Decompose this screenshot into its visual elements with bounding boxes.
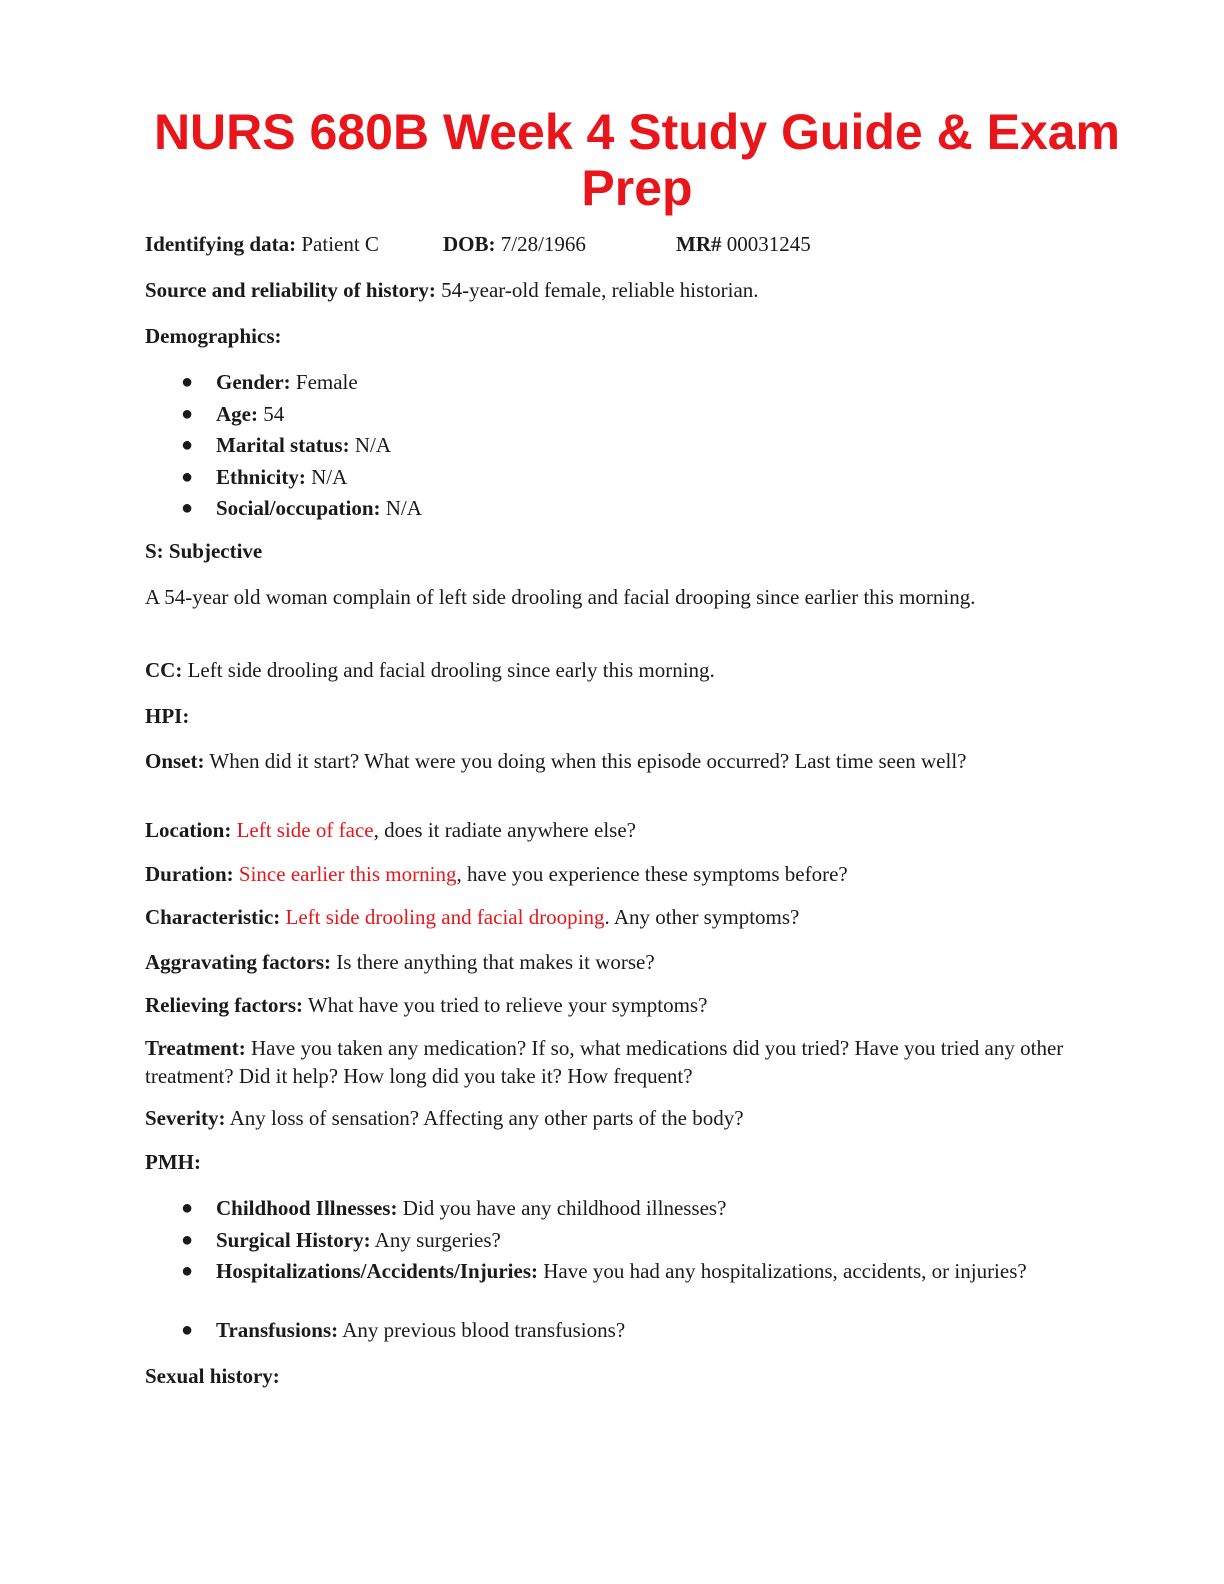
duration-highlight: Since earlier this morning xyxy=(238,862,457,886)
hpi-heading xyxy=(145,702,1065,730)
pmh-list xyxy=(145,1194,1065,1348)
identifying-data-label: Identifying data: xyxy=(145,232,297,256)
list-item xyxy=(145,1226,1065,1258)
duration-label: Duration: xyxy=(145,862,234,886)
item-label: Social/occupation: xyxy=(216,496,381,520)
hpi-duration xyxy=(145,860,1065,888)
characteristic-label: Characteristic: xyxy=(145,905,281,929)
item-value: N/A xyxy=(385,496,422,520)
hpi-relieving xyxy=(145,991,1065,1019)
onset-label: Onset: xyxy=(145,749,205,773)
item-label: Marital status: xyxy=(216,433,350,457)
bullet-icon: ● xyxy=(181,465,194,488)
treatment-label: Treatment: xyxy=(145,1036,246,1060)
bullet-icon: ● xyxy=(181,1319,194,1341)
location-highlight: Left side of face xyxy=(236,818,374,842)
bullet-icon: ● xyxy=(181,371,194,393)
list-item xyxy=(145,1257,1065,1316)
bullet-icon: ● xyxy=(181,497,194,519)
list-item xyxy=(145,431,1065,463)
item-value: N/A xyxy=(311,464,348,489)
characteristic-highlight: Left side drooling and facial drooping xyxy=(285,905,605,929)
characteristic-value: . Any other symptoms? xyxy=(604,905,800,929)
hpi-characteristic xyxy=(145,903,1065,931)
severity-label: Severity: xyxy=(145,1106,226,1130)
item-value: 54 xyxy=(263,401,285,426)
identifying-data-line xyxy=(145,230,1065,258)
demographics-list xyxy=(145,368,1065,526)
list-item xyxy=(145,1316,1065,1348)
aggravating-value: Is there anything that makes it worse? xyxy=(336,950,655,974)
item-value: Have you had any hospitalizations, accidents, or injuries? xyxy=(543,1259,1027,1283)
dob-label: DOB: xyxy=(443,232,496,256)
item-label: Gender: xyxy=(216,370,291,394)
item-value: Any previous blood transfusions? xyxy=(342,1318,626,1342)
cc-label: CC: xyxy=(145,658,183,682)
relieving-value: What have you tried to relieve your symptoms? xyxy=(307,993,708,1017)
item-label: Age: xyxy=(216,401,258,426)
list-item xyxy=(145,368,1065,400)
relieving-label: Relieving factors: xyxy=(145,993,304,1017)
hpi-location xyxy=(145,816,1065,844)
sexual-history-heading xyxy=(145,1362,1065,1390)
location-label: Location: xyxy=(145,818,232,842)
sexual-history-heading-text: Sexual history: xyxy=(145,1364,280,1388)
source-reliability xyxy=(145,276,1065,304)
source-value: 54-year-old female, reliable historian. xyxy=(441,278,759,302)
list-item xyxy=(145,400,1065,432)
item-label: Surgical History: xyxy=(216,1227,371,1252)
bullet-icon: ● xyxy=(181,1260,194,1282)
pmh-heading-text: PMH: xyxy=(145,1150,201,1174)
list-item xyxy=(145,1194,1065,1226)
hpi-heading-text: HPI: xyxy=(145,704,190,728)
source-label: Source and reliability of history: xyxy=(145,278,436,302)
hpi-severity xyxy=(145,1104,1065,1132)
cc-value: Left side drooling and facial drooling since early this morning. xyxy=(187,658,715,682)
chief-complaint xyxy=(145,656,1065,684)
dob-value: 7/28/1966 xyxy=(500,232,586,256)
treatment-value: Have you taken any medication? If so, what medications did you tried? Have you tried any other treatment? Did it help? How long did you take it? How frequent? xyxy=(145,1036,1064,1088)
item-value: Female xyxy=(295,370,358,394)
bullet-icon: ● xyxy=(181,434,194,456)
subjective-text: A 54-year old woman complain of left side drooling and facial drooping since earlier this morning. xyxy=(145,585,976,609)
duration-value: , have you experience these symptoms before? xyxy=(456,862,848,886)
list-item xyxy=(145,494,1065,526)
hpi-onset xyxy=(145,747,1065,775)
bullet-icon: ● xyxy=(181,1197,194,1219)
mr-label: MR# xyxy=(676,232,722,256)
pmh-heading xyxy=(145,1148,1065,1176)
hpi-aggravating xyxy=(145,948,1065,976)
list-item xyxy=(145,463,1065,495)
location-value: , does it radiate anywhere else? xyxy=(373,818,636,842)
item-label: Transfusions: xyxy=(216,1318,339,1342)
item-label: Hospitalizations/Accidents/Injuries: xyxy=(216,1259,539,1283)
item-value: Did you have any childhood illnesses? xyxy=(402,1196,727,1220)
severity-value: Any loss of sensation? Affecting any other parts of the body? xyxy=(229,1106,744,1130)
demographics-heading-text: Demographics: xyxy=(145,324,282,348)
item-label: Ethnicity: xyxy=(216,464,306,489)
item-value: N/A xyxy=(354,433,391,457)
aggravating-label: Aggravating factors: xyxy=(145,950,332,974)
subjective-heading xyxy=(145,537,1065,565)
item-value: Any surgeries? xyxy=(374,1227,501,1252)
identifying-data-value: Patient C xyxy=(301,232,379,256)
demographics-heading xyxy=(145,322,1065,350)
onset-value: When did it start? What were you doing when this episode occurred? Last time seen well? xyxy=(209,749,967,773)
subjective-heading-text: S: Subjective xyxy=(145,539,263,563)
bullet-icon: ● xyxy=(181,1228,194,1251)
hpi-treatment xyxy=(145,1034,1065,1090)
bullet-icon: ● xyxy=(181,402,194,425)
page-title: NURS 680B Week 4 Study Guide & Exam Prep xyxy=(153,104,1121,216)
mr-value: 00031245 xyxy=(726,232,811,256)
item-label: Childhood Illnesses: xyxy=(216,1196,398,1220)
